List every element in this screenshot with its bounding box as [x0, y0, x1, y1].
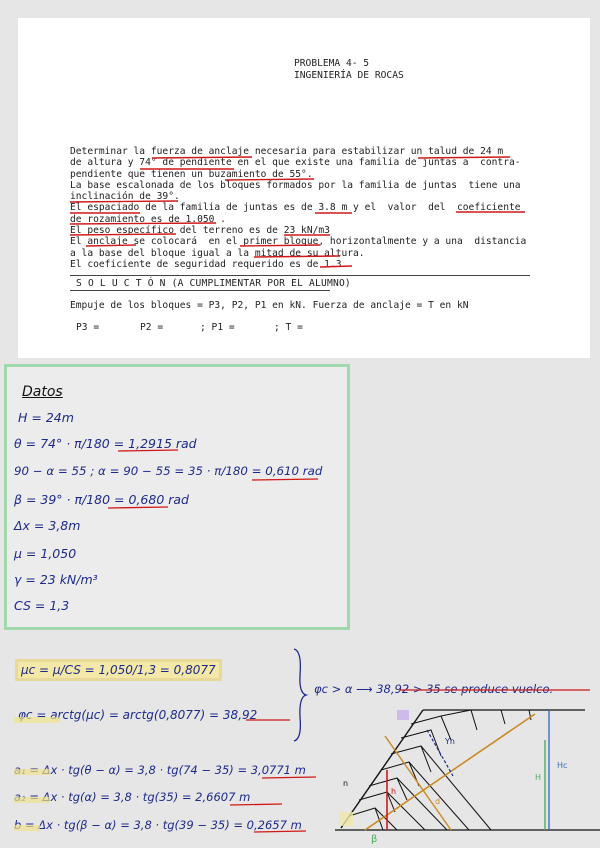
label-d: d [435, 797, 441, 806]
datos-alpha: 90 − α = 55 ; α = 90 − 55 = 35 · π/180 = 0,610 rad [14, 464, 323, 478]
label-beta: β [371, 834, 378, 845]
label-hc: Hc [557, 761, 568, 770]
statement-line: de altura y 74° de pendiente en el que existe una familia de juntas a contra- [70, 157, 521, 169]
problem-number: PROBLEMA 4- 5 [294, 58, 370, 69]
calc-muc: μc = μ/CS = 1,050/1,3 = 0,8077 [18, 662, 219, 678]
label-h: H [535, 773, 542, 782]
calc-a2: a₂ = Δx · tg(α) = 3,8 · tg(35) = 2,6607 m [14, 790, 251, 804]
calc-a1: a₁ = Δx · tg(θ − α) = 3,8 · tg(74 − 35) = 3,0771 m [14, 763, 306, 777]
label-n: n [343, 779, 349, 788]
calc-compare: φc > α ⟶ 38,92 > 35 se produce vuelco. [314, 682, 554, 696]
slope-diagram [335, 700, 600, 848]
datos-theta: θ = 74° · π/180 = 1,2915 rad [14, 436, 197, 451]
compare-strike [400, 686, 600, 696]
calc-b: b = Δx · tg(β − α) = 3,8 · tg(39 − 35) = 0,2657 m [14, 818, 302, 832]
answer-t: ; T = [274, 322, 303, 333]
course-title: INGENIERÍA DE ROCAS [294, 70, 404, 81]
statement-line: El anclaje se colocará en el primer bloque, horizontalmente y a una distancia [70, 236, 527, 248]
divider [70, 275, 530, 276]
statement-line: Determinar la fuerza de anclaje necesaria para estabilizar un talud de 24 m [70, 146, 504, 157]
calc-phic: φc = arctg(μc) = arctg(0,8077) = 38,92 [18, 708, 258, 722]
solution-text: Empuje de los bloques = P3, P2, P1 en kN. Fuerza de anclaje = T en kN [70, 300, 469, 311]
statement-line: de rozamiento es de 1.050 . [70, 213, 226, 225]
statement-line: pendiente que tienen un buzamiento de 55°. [70, 168, 313, 180]
datos-title: Datos [22, 384, 63, 400]
divider [70, 290, 330, 291]
statement-line: a la base del bloque igual a la mitad de su altura. [70, 247, 365, 259]
statement-line: El peso específico del terreno es de 23 kN/m3 [70, 225, 330, 237]
datos-beta: β = 39° · π/180 = 0,680 rad [14, 492, 189, 507]
datos-mu: μ = 1,050 [14, 546, 77, 561]
datos-dx: Δx = 3,8m [14, 518, 81, 533]
statement-line: inclinación de 39°. [70, 191, 180, 203]
statement-line: La base escalonada de los bloques formados por la familia de juntas tiene una [70, 179, 521, 191]
datos-cs: CS = 1,3 [14, 598, 70, 613]
answer-p1: ; P1 = [200, 322, 235, 333]
answer-p2: P2 = [140, 322, 164, 333]
statement-line: El espaciado de la familia de juntas es de 3.8 m y el valor del coeficiente [70, 202, 521, 214]
datos-underlines [0, 360, 345, 620]
label-h-small: h [391, 787, 397, 796]
statement-line: El coeficiente de seguridad requerido es de 1.3. [70, 258, 348, 270]
solution-title: S O L U C T Ó N (A CUMPLIMENTAR POR EL ALUMNO) [76, 278, 351, 289]
datos-h: H = 24m [18, 410, 74, 425]
datos-gamma: γ = 23 kN/m³ [14, 572, 98, 587]
label-yn: Yn [445, 737, 455, 746]
calc-highlights [0, 650, 340, 840]
answer-p3: P3 = [76, 322, 100, 333]
